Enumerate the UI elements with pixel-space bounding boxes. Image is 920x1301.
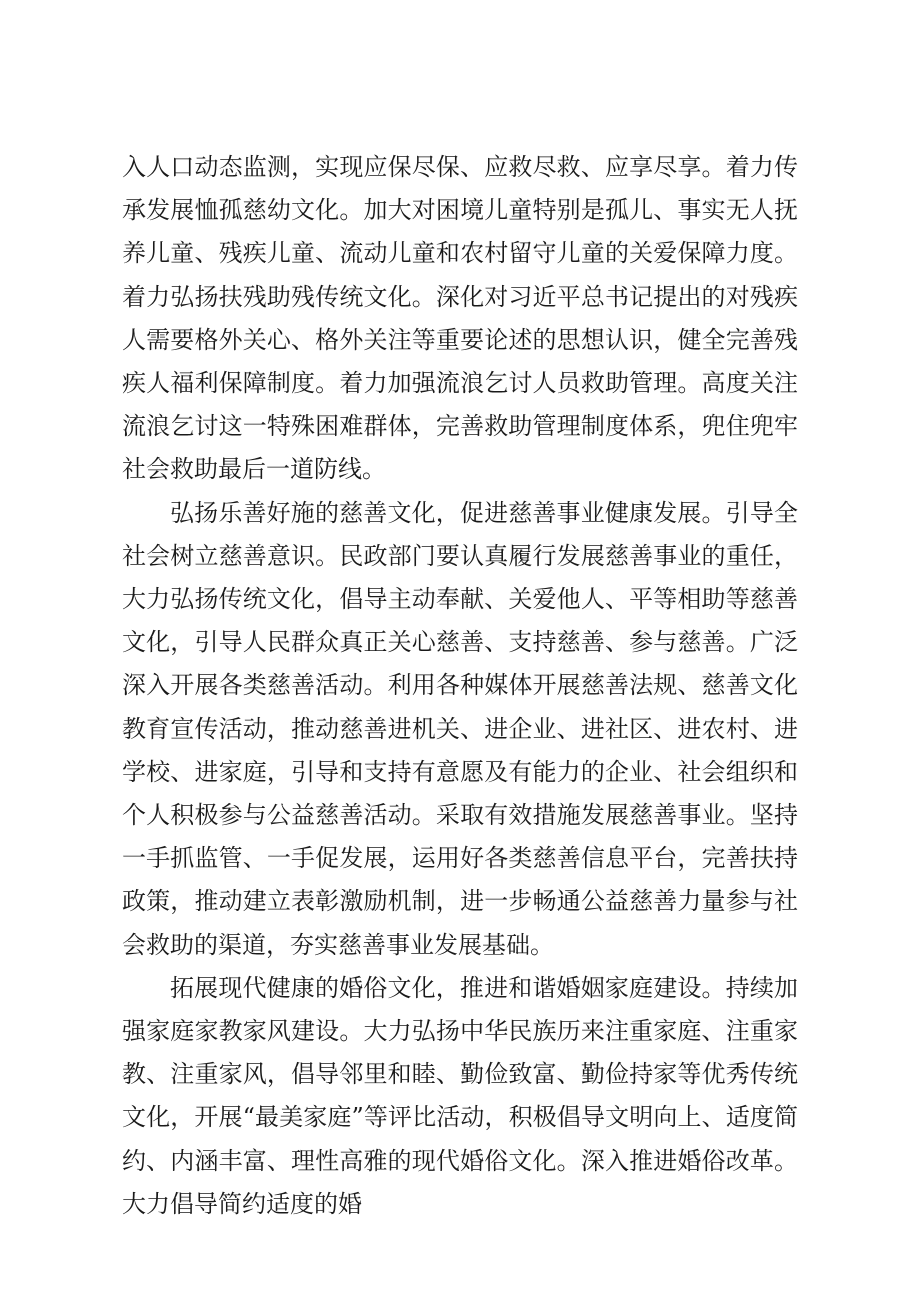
paragraph-charity-culture: 弘扬乐善好施的慈善文化，促进慈善事业健康发展。引导全社会树立慈善意识。民政部门要认真履行发展慈善事业的重任，大力弘扬传统文化，倡导主动奉献、关爱他人、平等相助等慈善文化，引导人民群众真正关心慈善、支持慈善、参与慈善。广泛深入开展各类慈善活动。利用各种媒体开展慈善法规、慈善文化教育宣传活动，推动慈善进机关、进企业、进社区、进农村、进学校、进家庭，引导和支持有意愿及有能力的企业、社会组织和个人积极参与公益慈善活动。采取有效措施发展慈善事业。坚持一手抓监管、一手促发展，运用好各类慈善信息平台，完善扶持政策，推动建立表彰激励机制，进一步畅通公益慈善力量参与社会救助的渠道，夯实慈善事业发展基础。 [122,498,798,959]
document-body [122,146,798,1226]
paragraph-marriage-culture: 拓展现代健康的婚俗文化，推进和谐婚姻家庭建设。持续加强家庭家教家风建设。大力弘扬中华民族历来注重家庭、注重家教、注重家风，倡导邻里和睦、勤俭致富、勤俭持家等优秀传统文化，开展“最美家庭”等评比活动，积极倡导文明向上、适度简约、内涵丰富、理性高雅的现代婚俗文化。深入推进婚俗改革。大力倡导简约适度的婚 [122,973,798,1218]
paragraph-continued: 入人口动态监测，实现应保尽保、应救尽救、应享尽享。着力传承发展恤孤慈幼文化。加大对困境儿童特别是孤儿、事实无人抚养儿童、残疾儿童、流动儿童和农村留守儿童的关爱保障力度。着力弘扬扶残助残传统文化。深化对习近平总书记提出的对残疾人需要格外关心、格外关注等重要论述的思想认识，健全完善残疾人福利保障制度。着力加强流浪乞讨人员救助管理。高度关注流浪乞讨这一特殊困难群体，完善救助管理制度体系，兜住兜牢社会救助最后一道防线。 [122,153,798,484]
